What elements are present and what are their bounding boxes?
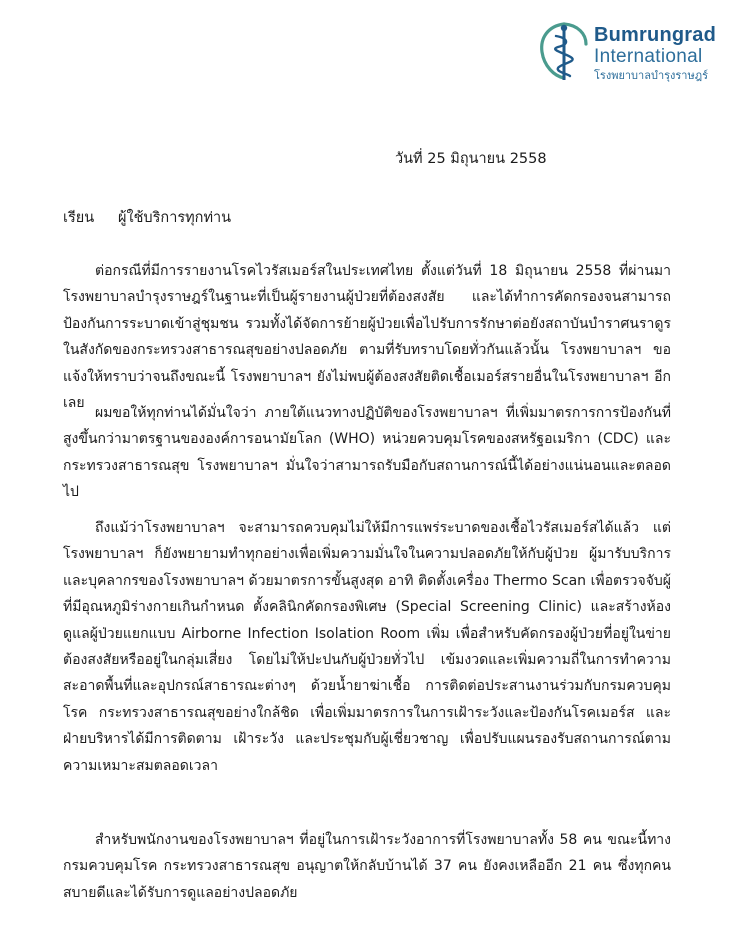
paragraph-4 [63, 827, 671, 906]
logo-brand-name: Bumrungrad [594, 24, 716, 46]
paragraph-2 [63, 400, 671, 506]
paragraph-text: ต่อกรณีที่มีการรายงานโรคไวรัสเมอร์สในประเทศไทย ตั้งแต่วันที่ 18 มิถุนายน 2558 ที่ผ่านมา โรงพยาบาลบำรุงราษฎร์ในฐานะที่เป็นผู้รายงานผู้ป่วยที่ต้องสงสัย และได้ทำการคัดกรองจนสามารถป้องกันการระบาดเข้าสู่ชุมชน รวมทั้งได้จัดการย้ายผู้ป่วยเพื่อไปรับการรักษาต่อยังสถาบันบำราศนราดูรในสังกัดของกระทรวงสาธารณสุขอย่างปลอดภัย ตามที่รับทราบโดยทั่วกันแล้วนั้น โรงพยาบาลฯ ขอแจ้งให้ทราบว่าจนถึงขณะนี้ โรงพยาบาลฯ ยังไม่พบผู้ต้องสงสัยติดเชื้อเมอร์สรายอื่นในโรงพยาบาลฯ อีกเลย [63, 263, 671, 412]
caduceus-icon [538, 20, 590, 82]
paragraph-text: ถึงแม้ว่าโรงพยาบาลฯ จะสามารถควบคุมไม่ให้มีการแพร่ระบาดของเชื้อไวรัสเมอร์สได้แล้ว แต่โรงพยาบาลฯ ก็ยังพยายามทำทุกอย่างเพื่อเพิ่มความมั่นใจในความปลอดภัยให้กับผู้ป่วย ผู้มารับบริการและบุคลากรของโรงพยาบาลฯ ด้วยมาตรการขั้นสูงสุด อาทิ ติดตั้งเครื่อง Thermo Scan เพื่อตรวจจับผู้ที่มีอุณหภูมิร่างกายเกินกำหนด ตั้งคลินิกคัดกรองพิเศษ (Special Screening Clinic) และสร้างห้องดูแลผู้ป่วยแยกแบบ Airborne Infection Isolation Room เพิ่ม เพื่อสำหรับคัดกรองผู้ป่วยที่อยู่ในข่ายต้องสงสัยหรืออยู่ในกลุ่มเสี่ยง โดยไม่ให้ปะปนกับผู้ป่วยทั่วไป เข้มงวดและเพิ่มความถี่ในการทำความสะอาดพื้นที่และอุปกรณ์สาธารณะต่างๆ ด้วยน้ำยาฆ่าเชื้อ การติดต่อประสานงานร่วมกับกรมควบคุมโรค กระทรวงสาธารณสุขอย่างใกล้ชิด เพื่อเพิ่มมาตรการในการเฝ้าระวังและป้องกันโรคเมอร์ส และฝ่ายบริหารได้มีการติดตาม เฝ้าระวัง และประชุมกับผู้เชี่ยวชาญ เพื่อปรับแผนรองรับสถานการณ์ตามความเหมาะสมตลอดเวลา [63, 520, 671, 774]
paragraph-text: สำหรับพนักงานของโรงพยาบาลฯ ที่อยู่ในการเฝ้าระวังอาการที่โรงพยาบาลทั้ง 58 คน ขณะนี้ทางกรมควบคุมโรค กระทรวงสาธารณสุข อนุญาตให้กลับบ้านได้ 37 คน ยังคงเหลืออีก 21 คน ซึ่งทุกคนสบายดีและได้รับการดูแลอย่างปลอดภัย [63, 832, 671, 901]
paragraph-text: ผมขอให้ทุกท่านได้มั่นใจว่า ภายใต้แนวทางปฏิบัติของโรงพยาบาลฯ ที่เพิ่มมาตรการการป้องกันที่สูงขึ้นกว่ามาตรฐานขององค์การอนามัยโลก (WHO) หน่วยควบคุมโรคของสหรัฐอเมริกา (CDC) และกระทรวงสาธารณสุข โรงพยาบาลฯ มั่นใจว่าสามารถรับมือกับสถานการณ์นี้ได้อย่างแน่นอนและตลอดไป [63, 405, 671, 501]
paragraph-3 [63, 515, 671, 779]
logo-brand-thai: โรงพยาบาลบำรุงราษฎร์ [594, 69, 709, 82]
logo-brand-subtitle: International [594, 46, 703, 67]
hospital-logo [538, 20, 718, 90]
letter-date: วันที่ 25 มิถุนายน 2558 [395, 151, 547, 167]
salutation [63, 206, 231, 229]
paragraph-1 [63, 258, 671, 416]
salutation-recipient: ผู้ใช้บริการทุกท่าน [118, 210, 232, 226]
salutation-label: เรียน [63, 210, 95, 226]
